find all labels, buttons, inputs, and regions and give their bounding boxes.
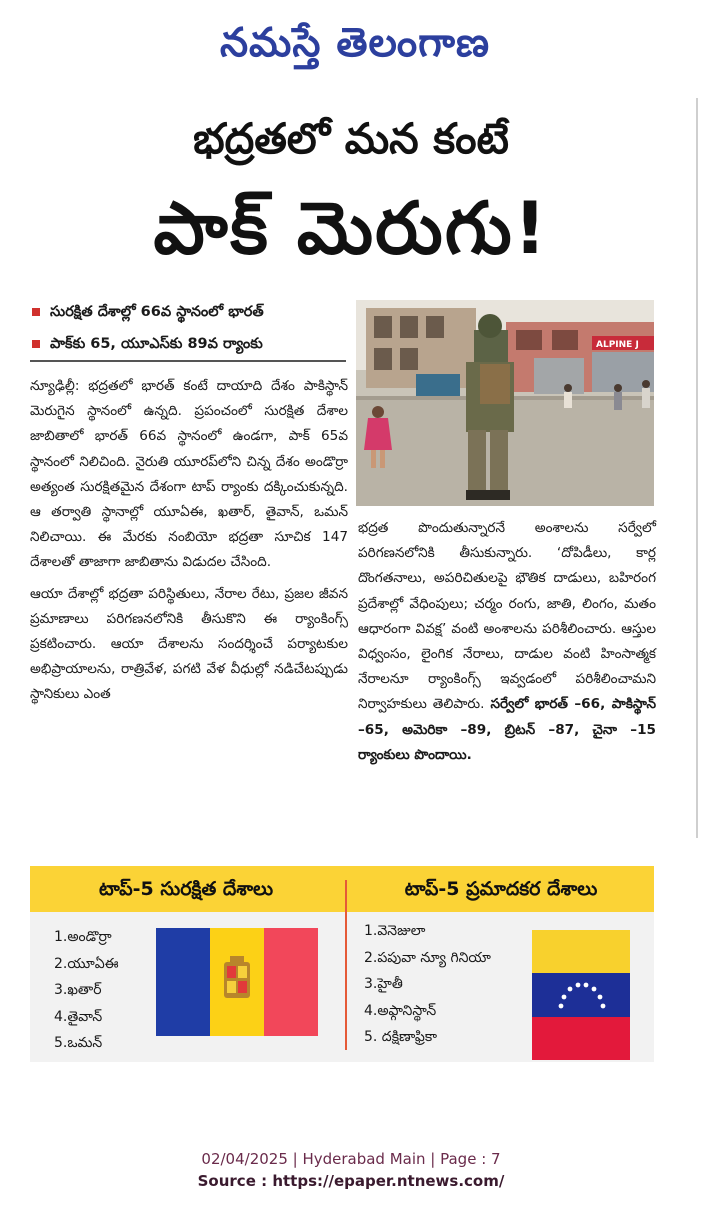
article-column-left	[30, 374, 348, 708]
article-paragraph: న్యూఢిల్లీ: భద్రతలో భారత్ కంటే దాయాది దేశం పాకిస్థాన్ మెరుగైన స్థానంలో ఉన్నది. ప్రపంచంలో సురక్షిత దేశాల జాబితాలో భారత్ 66వ స్థానంలో ఉండగా, పాక్ 65వ స్థానంలో నిలిచింది. నైరుతి యూరప్‌లోని చిన్న దేశం అండొర్రా అత్యంత సురక్షితమైన దేశంగా టాప్ ర్యాంకు దక్కించుకున్నది. ఆ తర్వాతి స్థానాల్లో యూఏఈ, ఖతార్, తైవాన్, ఒమన్ నిలిచాయి. ఈ మేరకు నంబియో భద్రతా సూచిక 147 దేశాలతో తాజాగా జాబితాను విడుదల చేసింది.	[30, 378, 348, 571]
list-item: 4.తైవాన్	[54, 1008, 103, 1025]
venezuela-flag	[532, 930, 630, 1060]
list-item: 5. దక్షిణాఫ్రికా	[364, 1029, 437, 1045]
flag-stripe	[264, 928, 318, 1036]
news-photo	[356, 300, 654, 506]
list-item: 2.యూఏఈ	[54, 955, 119, 972]
list-item: 1.అండొర్రా	[54, 929, 112, 945]
list-item: 4.అఫ్గానిస్థాన్	[364, 1002, 437, 1019]
infobox-divider	[345, 880, 347, 1050]
bullet-item: సురక్షిత దేశాల్లో 66వ స్థానంలో భారత్	[30, 296, 350, 328]
shop-sign-text: ALPINE J	[596, 340, 639, 350]
list-item: 2.పపువా న్యూ గినియా	[364, 949, 491, 966]
page-footer	[0, 1148, 702, 1192]
edition-info: 02/04/2025 | Hyderabad Main | Page : 7	[201, 1150, 501, 1168]
ranking-infobox	[30, 866, 654, 1062]
article-text: భద్రత పొందుతున్నారనే అంశాలను సర్వేలో పరిగణనలోనికి తీసుకున్నారు. ‘దోపిడీలు, కార్ల దొంగతనాలు, అపరిచితులపై భౌతిక దాడులు, బహిరంగ ప్రదేశాల్లో వేధింపులు; చర్మం రంగు, జాతి, లింగం, మతం ఆధారంగా వివక్ష’ వంటి అంశాలను పరిశీలించారు. ఆస్తుల విధ్వంసం, లైంగిక నేరాలు, దాడుల వంటి హింసాత్మక నేరాలనూ ర్యాంకింగ్స్ ఇవ్వడంలో పరిశీలించామని నిర్వాహకులు తెలిపారు.	[358, 520, 656, 713]
article-column-right	[358, 516, 656, 768]
survey-results: సర్వేలో భారత్ –66, పాకిస్థాన్ –65, అమెరికా –89, బ్రిటన్ –87, చైనా –15 ర్యాంకులు పొందాయి.	[358, 696, 656, 763]
andorra-flag	[156, 928, 318, 1036]
flag-stripe	[210, 928, 264, 1036]
dangerous-countries-title: టాప్-5 ప్రమాదకర దేశాలు	[404, 878, 598, 900]
coat-of-arms-icon	[210, 928, 264, 1036]
list-item: 3.హైతీ	[364, 976, 403, 992]
masthead-logo: నమస్తే తెలంగాణ	[219, 19, 491, 66]
section-divider	[30, 360, 346, 362]
article-paragraph	[358, 516, 656, 768]
safe-countries-title: టాప్-5 సురక్షిత దేశాలు	[98, 878, 274, 900]
dangerous-countries-list	[364, 918, 554, 1051]
headline-kicker: భద్రతలో మన కంటే	[193, 114, 509, 163]
list-item: 5.ఒమన్	[54, 1035, 103, 1051]
summary-bullets	[30, 296, 350, 360]
bullet-item: పాక్‌కు 65, యూఎస్‌కు 89వ ర్యాంకు	[30, 328, 350, 360]
article-paragraph: ఆయా దేశాల్లో భద్రతా పరిస్థితులు, నేరాల రేటు, ప్రజల జీవన ప్రమాణాలు పరిగణనలోనికి తీసుకొని ఈ ర్యాంకింగ్స్ ప్రకటించారు. ఆయా దేశాలను సందర్శించే పర్యాటకుల అభిప్రాయాలను, రాత్రివేళ, పగటి వేళ వీధుల్లో నడిచేటప్పుడు స్థానికులు ఎంత	[30, 585, 348, 703]
headline-main: పాక్ మెరుగు!	[153, 186, 549, 270]
list-item: 3.ఖతార్	[54, 982, 102, 998]
list-item: 1.వెనెజులా	[364, 923, 426, 939]
flag-stripe	[156, 928, 210, 1036]
source-link[interactable]: Source : https://epaper.ntnews.com/	[197, 1172, 505, 1190]
